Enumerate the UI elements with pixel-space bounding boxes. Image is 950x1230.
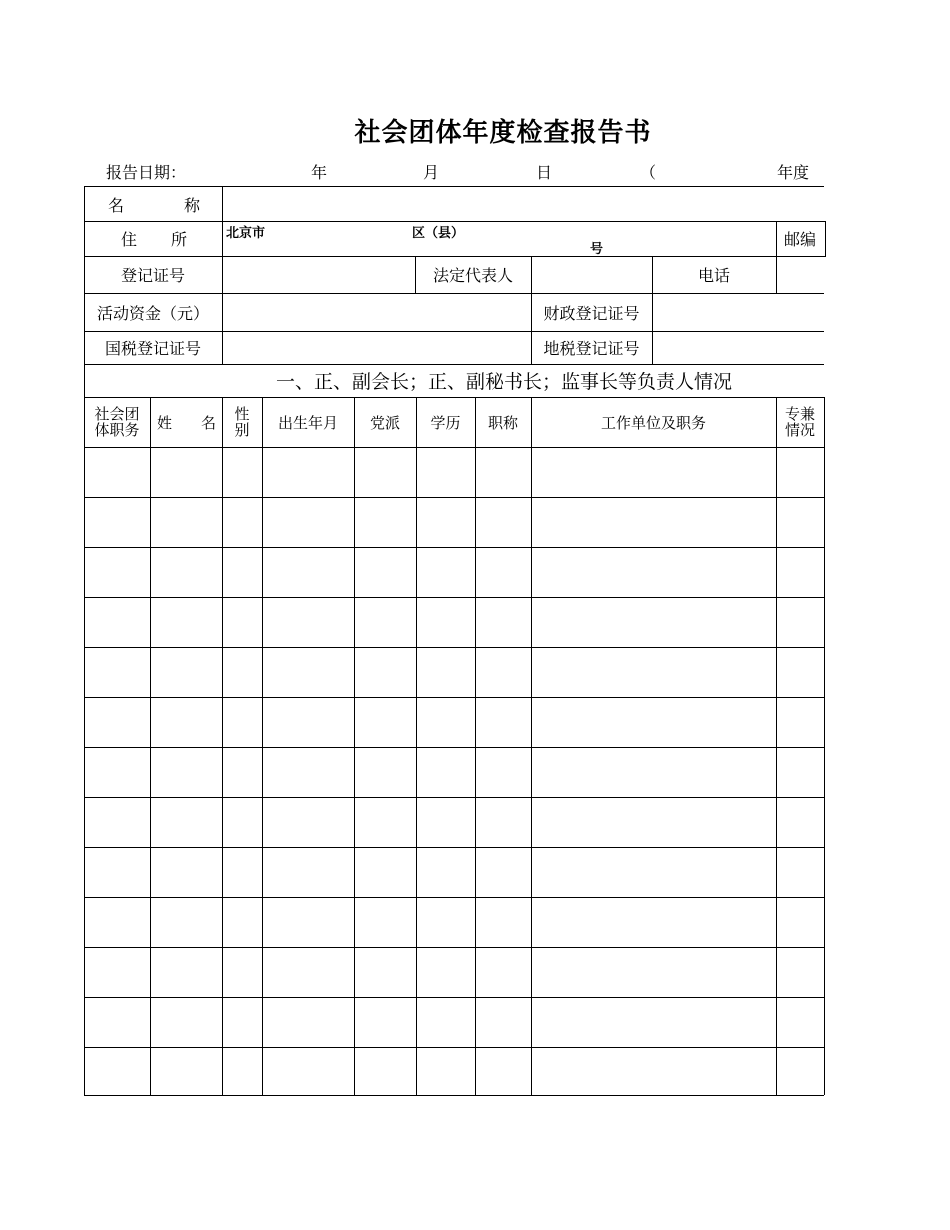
grid-line [824,397,825,1095]
address-number: 号 [590,241,604,255]
report-date-line [0,160,950,182]
month-label: 月 [423,163,440,182]
year-label: 年 [311,163,328,182]
open-paren: （ [640,163,657,182]
phone-label: 电话 [697,266,730,285]
header-birth-date: 出生年月 [277,413,338,432]
header-fulltime-parttime: 专兼情况 [784,405,815,439]
table-row[interactable] [85,848,824,897]
legal-representative-label: 法定代表人 [432,266,513,285]
table-row[interactable] [85,998,824,1047]
local-tax-label: 地税登记证号 [543,339,640,358]
header-gender: 性别 [234,405,250,439]
header-work-unit: 工作单位及职务 [600,413,706,432]
table-row[interactable] [85,598,824,647]
header-education: 学历 [430,413,461,432]
local-tax-field[interactable] [652,331,824,364]
table-row[interactable] [85,448,824,497]
header-job-title: 职称 [487,413,518,432]
table-row[interactable] [85,898,824,947]
table-row[interactable] [85,748,824,797]
table-row[interactable] [85,798,824,847]
day-label: 日 [536,163,553,182]
name-field[interactable] [222,187,824,221]
finance-registration-label: 财政登记证号 [543,303,640,323]
address-label: 住 所 [121,230,187,249]
header-position: 社会团体职务 [94,405,140,439]
name-label: 名 称 [108,195,200,215]
grid-line [84,1095,824,1096]
address-city: 北京市 [226,225,266,239]
phone-field[interactable] [776,256,824,293]
table-row[interactable] [85,698,824,747]
grid-line [825,221,826,256]
legal-representative-field[interactable] [531,256,652,293]
report-date-label: 报告日期： [106,163,187,182]
annual-label: 年度 [777,163,810,182]
table-row[interactable] [85,1048,824,1095]
national-tax-field[interactable] [222,331,531,364]
table-row[interactable] [85,548,824,597]
address-district: 区（县） [412,225,465,239]
table-row[interactable] [85,948,824,997]
finance-registration-field[interactable] [652,293,824,331]
activity-funds-label: 活动资金（元） [96,303,209,323]
registration-number-field[interactable] [222,256,415,293]
postcode-label: 邮编 [783,230,816,249]
activity-funds-field[interactable] [222,293,531,331]
form-title: 社会团体年度检查报告书 [354,118,652,148]
national-tax-label: 国税登记证号 [104,339,201,358]
table-row[interactable] [85,648,824,697]
registration-number-label: 登记证号 [120,266,185,285]
section-1-heading: 一、正、副会长；正、副秘书长；监事长等负责人情况 [275,371,732,393]
header-name: 姓 名 [157,413,216,432]
table-row[interactable] [85,498,824,547]
header-party: 党派 [369,413,400,432]
